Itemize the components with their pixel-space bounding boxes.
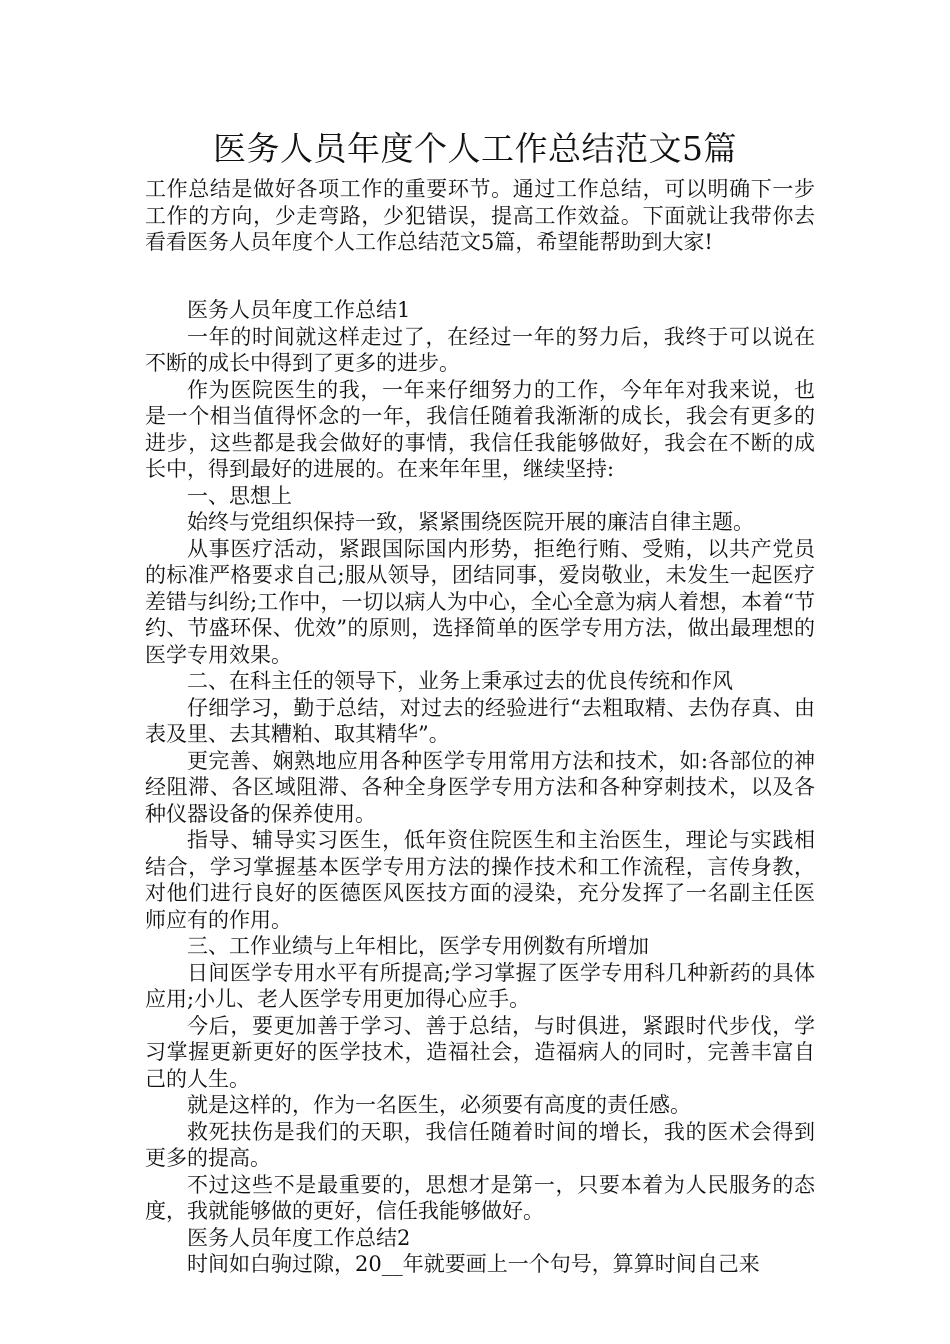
section-heading: 医务人员年度工作总结2	[187, 1225, 411, 1250]
document-body	[145, 297, 815, 1278]
body-paragraph: 就是这样的，作为一名医生，必须要有高度的责任感。	[187, 1093, 691, 1117]
subsection-heading: 三、工作业绩与上年相比，医学专用例数有所增加	[187, 934, 649, 958]
body-paragraph: 仔细学习，勤于总结，对过去的经验进行“去粗取精、去伪存真、由表及里、去其糟粕、取其精华”。	[145, 695, 815, 746]
body-paragraph: 一年的时间就这样走过了，在经过一年的努力后，我终于可以说在不断的成长中得到了更多的进步。	[145, 324, 815, 375]
body-paragraph: 时间如白驹过隙，20__年就要画上一个句号，算算时间自己来	[187, 1252, 760, 1276]
subsection-heading: 二、在科主任的领导下，业务上秉承过去的优良传统和作风	[187, 669, 733, 693]
section-heading: 医务人员年度工作总结1	[187, 298, 411, 322]
body-paragraph: 日间医学专用水平有所提高;学习掌握了医学专用科几种新药的具体应用;小儿、老人医学专用更加得心应手。	[145, 960, 815, 1011]
body-paragraph: 指导、辅导实习医生，低年资住院医生和主治医生，理论与实践相结合，学习掌握基本医学专用方法的操作技术和工作流程，言传身教，对他们进行良好的医德医风医技方面的浸染，充分发挥了一名副主任医师应有的作用。	[145, 828, 815, 932]
document-title: 医务人员年度个人工作总结范文5篇	[213, 129, 737, 168]
intro-paragraph: 工作总结是做好各项工作的重要环节。通过工作总结，可以明确下一步工作的方向，少走弯路，少犯错误，提高工作效益。下面就让我带你去看看医务人员年度个人工作总结范文5篇，希望能帮助到大家!	[145, 177, 815, 254]
subsection-heading: 一、思想上	[187, 483, 292, 508]
body-paragraph: 更完善、娴熟地应用各种医学专用常用方法和技术，如:各部位的神经阻滞、各区域阻滞、各种全身医学专用方法和各种穿刺技术，以及各种仪器设备的保养使用。	[145, 748, 815, 826]
body-paragraph: 今后，要更加善于学习、善于总结，与时俱进，紧跟时代步伐，学习掌握更新更好的医学技术，造福社会，造福病人的同时，完善丰富自己的人生。	[145, 1013, 815, 1091]
body-paragraph: 从事医疗活动，紧跟国际国内形势，拒绝行贿、受贿，以共产党员的标准严格要求自己;服从领导，团结同事，爱岗敬业，未发生一起医疗差错与纠纷;工作中，一切以病人为中心，全心全意为病人着想，本着“节约、节盛环保、优效”的原则，选择简单的医学专用方法，做出最理想的医学专用效果。	[145, 536, 815, 667]
body-paragraph: 救死扶伤是我们的天职，我信任随着时间的增长，我的医术会得到更多的提高。	[145, 1119, 815, 1170]
body-paragraph: 不过这些不是最重要的，思想才是第一，只要本着为人民服务的态度，我就能够做的更好，信任我能够做好。	[145, 1172, 815, 1223]
body-paragraph: 作为医院医生的我，一年来仔细努力的工作，今年年对我来说，也是一个相当值得怀念的一年，我信任随着我渐渐的成长，我会有更多的进步，这些都是我会做好的事情，我信任我能够做好，我会在不断的成长中，得到最好的进展的。在来年年里，继续坚持:	[145, 377, 815, 481]
body-paragraph: 始终与党组织保持一致，紧紧围绕医院开展的廉洁自律主题。	[187, 510, 754, 534]
